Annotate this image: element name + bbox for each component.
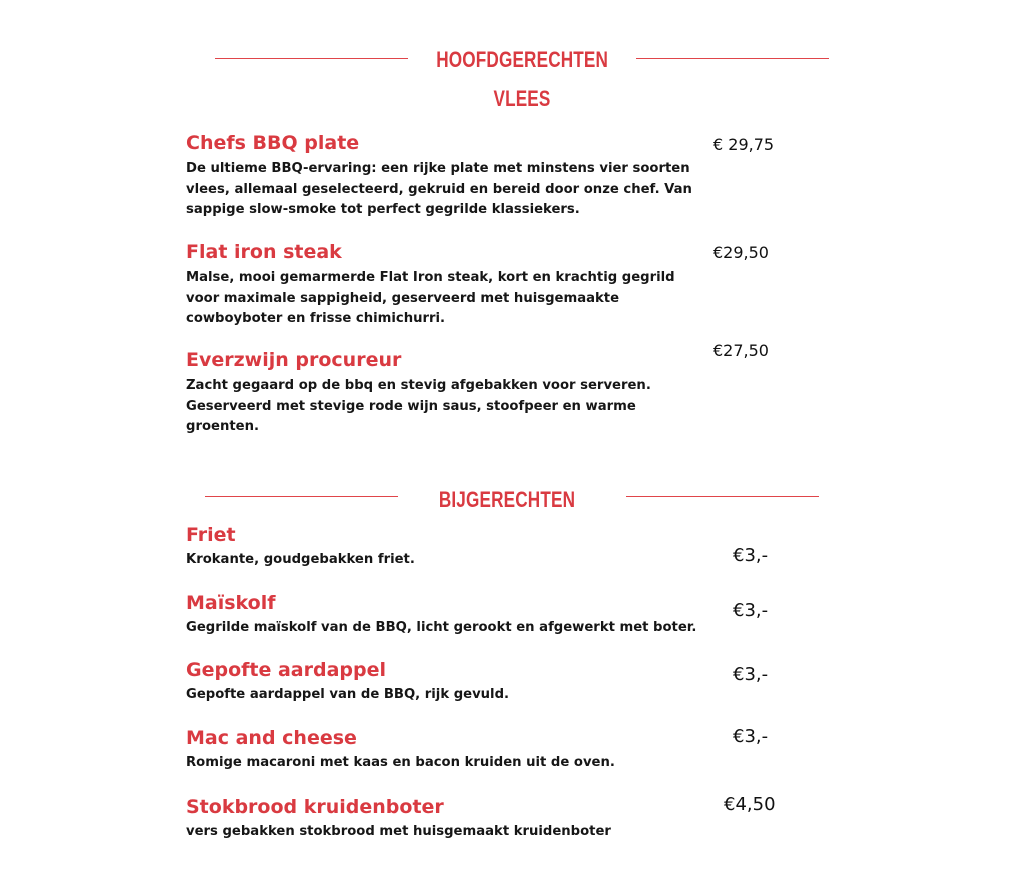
dish-price: €3,-	[733, 664, 769, 685]
dish-price: €3,-	[733, 545, 769, 566]
dish-price: € 29,75	[713, 135, 775, 154]
section-title-sides: BIJGERECHTEN	[438, 487, 576, 512]
dish-description: vers gebakken stokbrood met huisgemaakt kruidenboter	[186, 824, 611, 839]
dish-description: Gegrilde maïskolf van de BBQ, licht gerookt en afgewerkt met boter.	[186, 620, 697, 635]
divider-line-right	[636, 58, 829, 59]
dish-name: Stokbrood kruidenboter	[186, 796, 444, 818]
dish-name: Mac and cheese	[186, 727, 357, 749]
divider-line-right	[626, 496, 819, 497]
dish-price: €3,-	[733, 600, 769, 621]
section-title-main: HOOFDGERECHTEN	[436, 47, 609, 72]
dish-description: Krokante, goudgebakken friet.	[186, 552, 415, 567]
section-subtitle-meat: VLEES	[493, 86, 551, 111]
dish-description: De ultieme BBQ-ervaring: een rijke plate met minstens vier soorten vlees, allemaal geselecteerd, gekruid en bereid door onze chef. Van sappige slow-smoke tot perfect gegrilde klassiekers.	[186, 161, 692, 217]
dish-name: Maïskolf	[186, 592, 276, 614]
divider-line-left	[215, 58, 408, 59]
divider-line-left	[205, 496, 398, 497]
dish-description: Gepofte aardappel van de BBQ, rijk gevuld.	[186, 687, 510, 702]
dish-price: €29,50	[713, 243, 769, 262]
dish-name: Chefs BBQ plate	[186, 132, 360, 154]
dish-description: Romige macaroni met kaas en bacon kruiden uit de oven.	[186, 755, 615, 770]
dish-name: Flat iron steak	[186, 241, 342, 263]
dish-price: €27,50	[713, 341, 769, 360]
dish-name: Friet	[186, 524, 236, 546]
dish-price: €3,-	[733, 726, 769, 747]
dish-name: Gepofte aardappel	[186, 659, 387, 681]
dish-description: Malse, mooi gemarmerde Flat Iron steak, kort en krachtig gegrild voor maximale sappigheid, geserveerd met huisgemaakte cowboyboter en frisse chimichurri.	[186, 270, 675, 326]
dish-description: Zacht gegaard op de bbq en stevig afgebakken voor serveren. Geserveerd met stevige rode wijn saus, stoofpeer en warme groenten.	[186, 378, 651, 434]
dish-price: €4,50	[724, 794, 776, 815]
dish-name: Everzwijn procureur	[186, 349, 402, 371]
